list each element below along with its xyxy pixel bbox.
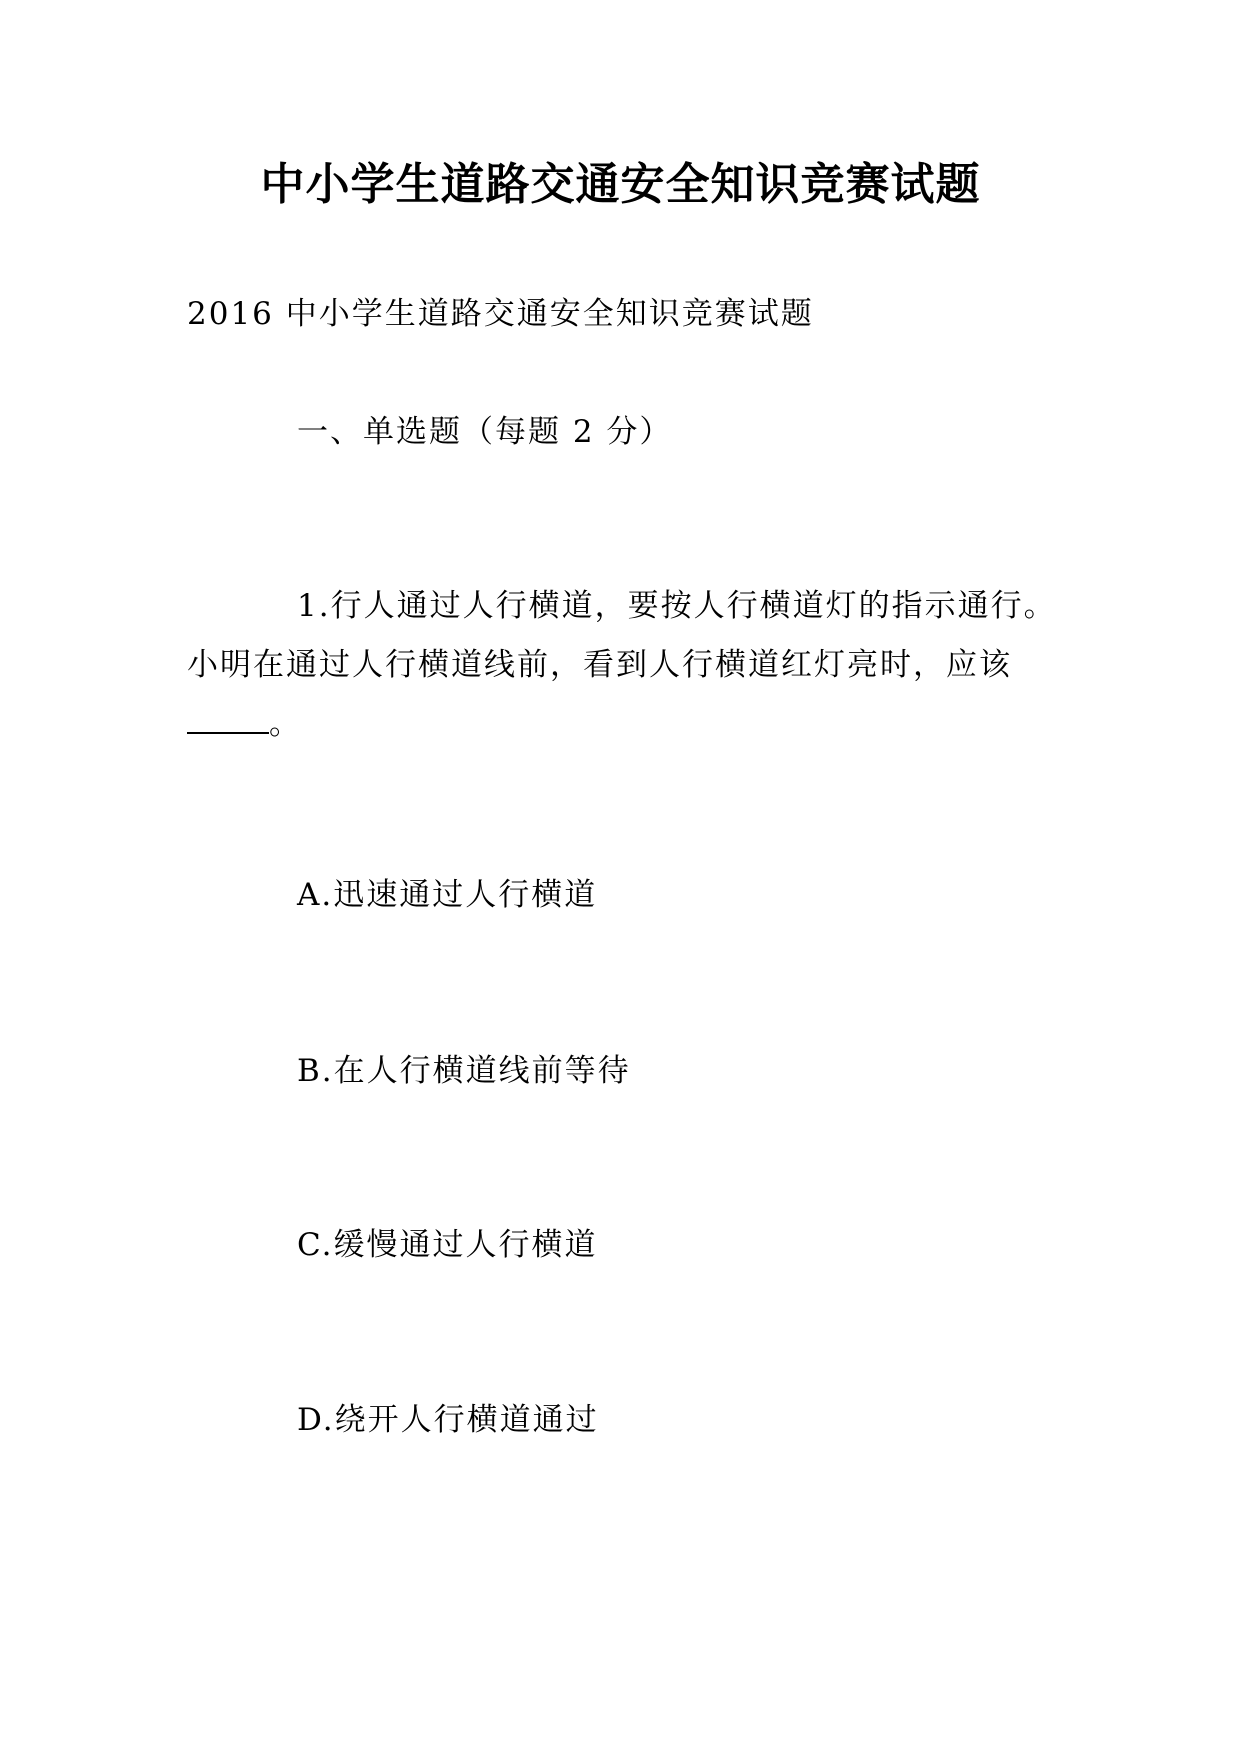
option-c: C.缓慢通过人行横道 xyxy=(297,1227,598,1263)
question-1-line-1: 1.行人通过人行横道，要按人行横道灯的指示通行。 xyxy=(297,588,1057,624)
question-1-line-3 xyxy=(187,702,302,746)
document-subtitle: 2016 中小学生道路交通安全知识竞赛试题 xyxy=(187,296,814,332)
question-1-line-3-suffix: 。 xyxy=(269,706,302,742)
section-heading: 一、单选题（每题 2 分） xyxy=(297,414,673,450)
document-title: 中小学生道路交通安全知识竞赛试题 xyxy=(260,159,981,210)
answer-blank xyxy=(187,706,269,734)
question-1-line-2: 小明在通过人行横道线前，看到人行横道红灯亮时，应该 xyxy=(187,647,1012,683)
option-a: A.迅速通过人行横道 xyxy=(297,877,598,913)
option-d: D.绕开人行横道通过 xyxy=(297,1402,599,1438)
option-b: B.在人行横道线前等待 xyxy=(297,1053,631,1089)
